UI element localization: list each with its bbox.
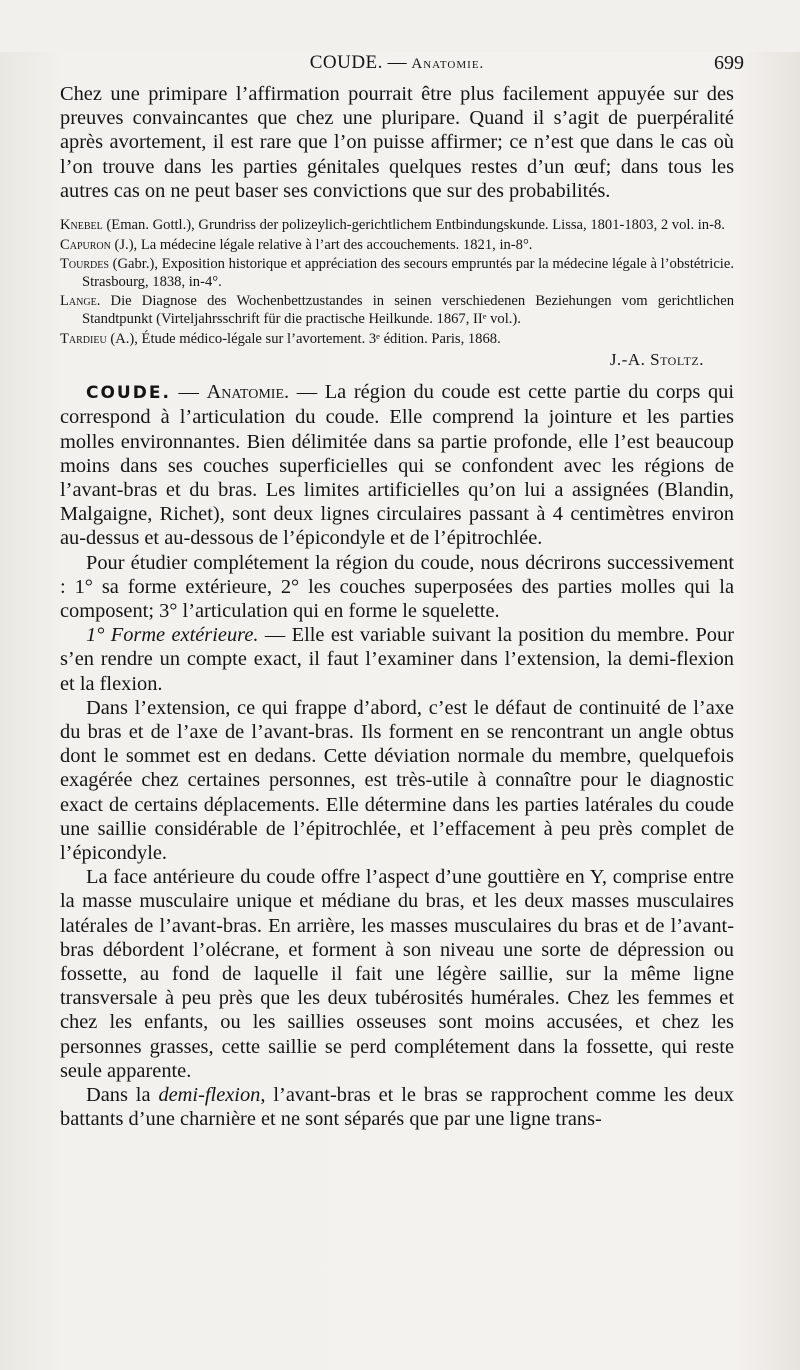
bib-text: (Eman. Gottl.), Grundriss der polizeylich-gerichtlichem Entbindungskunde. Lissa, 1801-1803, 2 vol. in-8. [102,217,725,234]
article-first-paragraph [60,380,734,550]
bibliography [60,217,734,348]
bib-author: Knebel [60,217,103,234]
bibliography-entry [60,217,734,235]
author-signature: J.-A. Stoltz. [609,350,704,370]
running-head-title: COUDE. [309,52,383,73]
form-paragraph [60,623,734,696]
article-section: Anatomie. [206,381,290,404]
form-paragraph-text: — Elle est variable suivant la position du membre. Pour s’en rendre un compte exact, il faut l’examiner dans l’extension, la demi-flexion et la flexion. [60,624,734,695]
first-paragraph-text: La région du coude est cette partie du corps qui correspond à l’articulation du coude. Elle comprend la jointure et les parties molles environnantes. Bien délimitée dans sa partie profonde, elle l’est beaucoup moins dans ses couches superficielles qui se confondent avec les régions de l’avant-bras et du bras. Les limites artificielles qu’on lui a assignées (Blandin, Malgaigne, Richet), sont deux lignes circulaires passant à 4 centimètres environ au-dessus et au-dessous de l’épicondyle et de l’épitrochlée. [60,381,734,550]
bibliography-entry [60,237,734,255]
bib-text: . Die Diagnose des Wochenbettzustandes in seinen verschiedenen Beziehungen vom gerichtlichen Standtpunkt (Virteljahrsschrift für die practische Heilkunde. 1867, IIᵉ vol.). [82,293,734,327]
anterior-face-paragraph: La face antérieure du coude offre l’aspect d’une gouttière en Y, comprise entre la masse musculaire unique et médiane du bras, et les deux masses musculaires latérales de l’avant-bras. En arrière, les masses musculaires du bras et de l’avant-bras débordent l’olécrane, et forment à son niveau une sorte de dépression ou fossette, au fond de laquelle il fait une légère saillie, sur la même ligne transversale à peu près que les deux tubérosités humérales. Chez les femmes et chez les enfants, ou les saillies osseuses sont moins accusées, et chez les personnes grasses, cette saillie se perd complétement dans la fossette, qui reste seule apparente. [60,866,734,1082]
bib-author: Tardieu [60,330,107,347]
lead-dash: — [170,381,207,404]
bibliography-entry [60,331,734,349]
bib-author: Tourdes [60,256,109,273]
plan-paragraph: Pour étudier complétement la région du coude, nous décrirons successivement : 1° sa forme extérieure, 2° les couches superposées des parties molles qui la composent; 3° l’articulation qui en forme le squelette. [60,551,734,622]
running-head-subtitle: Anatomie. [411,56,485,72]
article-headword: COUDE. [86,383,171,404]
semiflexion-term: demi-flexion [158,1084,261,1107]
lead-dash-2: — [289,381,325,404]
form-heading: 1° Forme extérieure. [86,624,259,647]
bib-author: Capuron [60,236,111,253]
semiflexion-start: Dans la [86,1084,159,1107]
page [0,52,800,1370]
bib-text: (J.), La médecine légale relative à l’art des accouchements. 1821, in-8°. [110,236,533,253]
semiflexion-paragraph [60,1083,734,1131]
bib-text: (Gabr.), Exposition historique et appréciation des secours empruntés par la médecine légale à l’obstétricie. Strasbourg, 1838, in-4°. [82,256,734,290]
bib-text: (A.), Étude médico-légale sur l’avortement. 3ᵉ édition. Paris, 1868. [106,330,501,347]
bibliography-entry [60,256,734,291]
bibliography-entry [60,293,734,328]
running-head [60,52,744,82]
semiflexion-rest: , l’avant-bras et le bras se rapprochent comme les deux battants d’une charnière et ne sont séparés que par une ligne trans- [60,1084,734,1131]
running-head-dash: — [382,52,412,73]
intro-paragraph: Chez une primipare l’affirmation pourrait être plus facilement appuyée sur des preuves convaincantes que chez une pluripare. Quand il s’agit de puerpéralité après avortement, il est rare que l’on puisse affirmer; ce n’est que dans le cas où l’on trouve dans les parties génitales quelques restes d’un œuf; dans tous les autres cas on ne peut baser ses convictions que sur des probabilités. [60,83,734,202]
page-number: 699 [714,52,744,74]
extension-paragraph: Dans l’extension, ce qui frappe d’abord, c’est le défaut de continuité de l’axe du bras et de l’axe de l’avant-bras. Ils forment en se rencontrant un angle obtus dont le sommet est en dedans. Cette déviation normale du membre, quelquefois exagérée chez certaines personnes, est très-utile à connaître pour le diagnostic exact de certains déplacements. Elle détermine dans les parties latérales du coude une saillie considérable de l’épitrochlée, et l’effacement à peu près complet de l’épicondyle. [60,696,734,865]
bib-author: Lange [60,293,97,310]
